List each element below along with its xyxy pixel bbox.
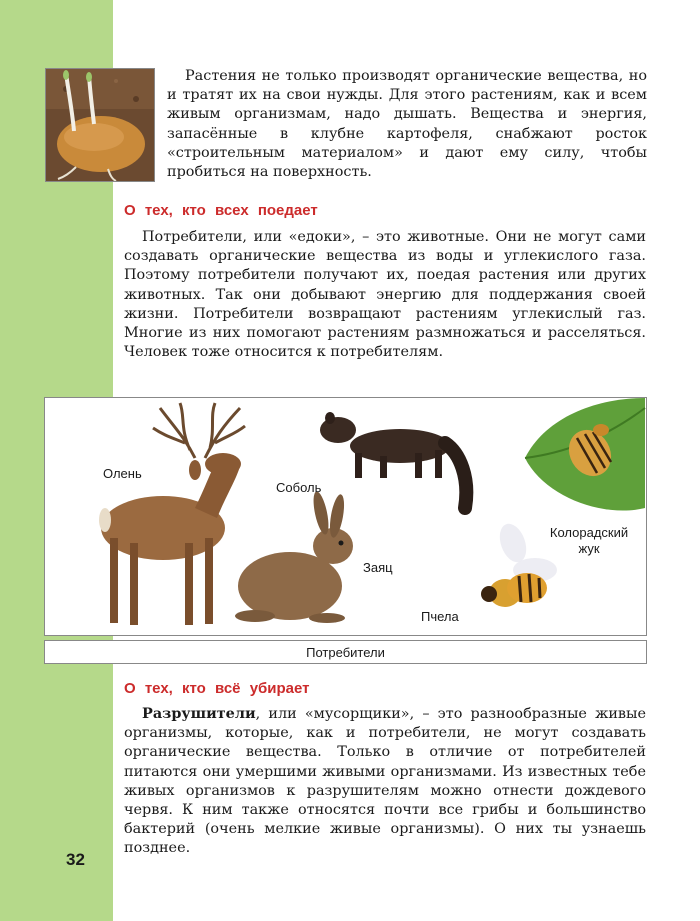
term-decomposers: Разрушители bbox=[142, 705, 256, 722]
deer-illustration bbox=[99, 403, 245, 625]
consumers-illustration bbox=[45, 398, 646, 635]
decomposers-paragraph bbox=[124, 704, 646, 859]
sable-illustration bbox=[320, 412, 466, 508]
hare-illustration bbox=[235, 490, 353, 623]
figure-caption: Потребители bbox=[44, 640, 647, 664]
page-number: 32 bbox=[66, 850, 85, 869]
consumers-paragraph: Потребители, или «едоки», – это животные. Они не могут сами создавать органические вещества из воды и углекислого газа. Поэтому потребители получают их, поедая растения или других животных. Так они добывают энергию для поддержания своей жизни. Потребители возвращают растениям углекислый газ. Многие из них помогают растениям размножаться и расселяться. Человек тоже относится к потребителям. bbox=[124, 229, 646, 361]
section-heading-consumers: О тех, кто всех поедает bbox=[124, 202, 318, 219]
label-sable: Соболь bbox=[276, 480, 322, 495]
beetle-on-leaf-illustration bbox=[525, 398, 645, 511]
intro-paragraph: Растения не только производят органические вещества, но и тратят их на свои нужды. Для этого растениям, как и всем живым организмам, надо дышать. Вещества и энергия, запасённые в клубне картофеля, снабжают росток «строительным материалом» и дают ему силу, чтобы пробиться на поверхность. bbox=[167, 68, 647, 181]
section-heading-decomposers: О тех, кто всё убирает bbox=[124, 680, 310, 697]
label-colorado-beetle: Колорадский жук bbox=[549, 525, 629, 556]
label-deer: Олень bbox=[103, 466, 142, 481]
label-bee: Пчела bbox=[421, 609, 459, 624]
sprouting-potato-image bbox=[45, 68, 155, 182]
decomposers-paragraph-text: , или «мусорщики», – это разнообразные живые организмы, которые, как и потребители, не могут создавать органические вещества. Только в отличие от потребителей питаются они умершими живыми организмами. Из известных тебе живых организмов к разрушителям можно отнести дождевого червя. К ним также относятся почти все грибы и большинство бактерий (очень мелкие живые организмы). О них ты узнаешь позднее. bbox=[124, 706, 646, 857]
label-hare: Заяц bbox=[363, 560, 393, 575]
consumers-figure bbox=[44, 397, 647, 636]
